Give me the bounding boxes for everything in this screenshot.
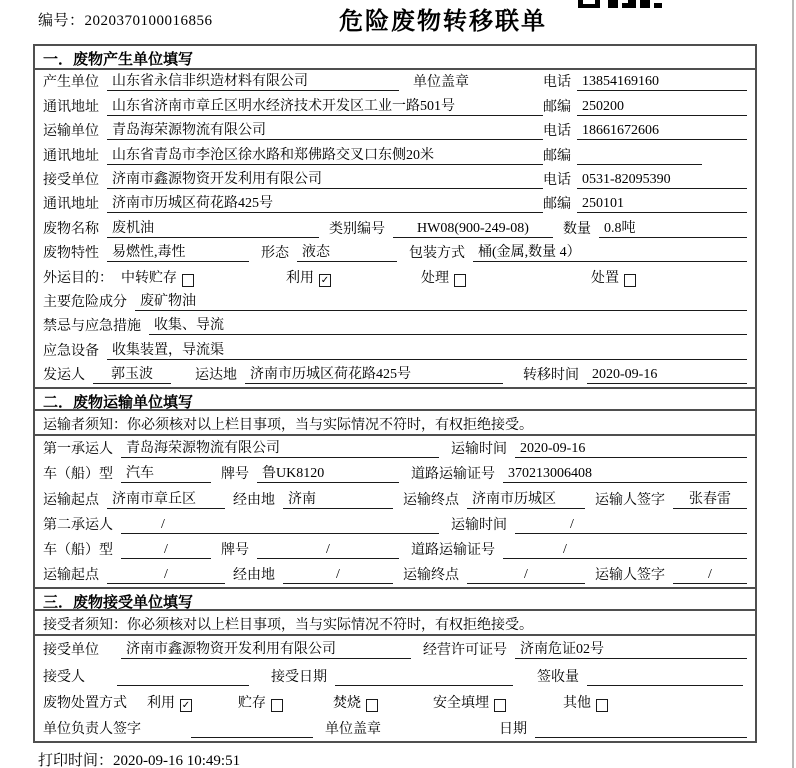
road-permit2-value: / [503,542,747,559]
accept-date-value [335,685,513,686]
disposal-option-landfill: 安全填埋 [433,692,506,712]
time2-label: 运输时间 [451,517,507,533]
responsible-sign-value [191,737,313,738]
purpose-option-dispose: 处置 [591,267,636,287]
quantity-value: 0.8吨 [599,217,747,238]
responsible-sign-label: 单位负责人签字 [43,721,141,737]
vehicle2-value: / [121,542,211,559]
unit-seal-label: 单位盖章 [413,75,469,91]
carrier1-row [35,436,755,461]
recipient-value [117,685,249,686]
signature1-label: 运输人签字 [595,492,665,508]
checkbox-utilize-mark: ✓ [320,274,330,286]
disposal-option-incinerate: 焚烧 [333,692,378,712]
vehicle2-row [35,537,755,562]
measures-value: 收集、导流 [149,314,747,335]
carrier1-label: 第一承运人 [43,442,113,458]
phone1-label: 电话 [543,75,571,91]
producer-label: 产生单位 [43,75,99,91]
carrier2-row [35,512,755,537]
checkbox-storage [182,274,194,287]
hazard-value: 废矿物油 [135,290,747,311]
receiver-row [35,168,755,192]
purpose-option-storage: 中转贮存 [121,267,194,287]
checkbox-disposal-utilize-mark: ✓ [181,699,191,711]
producer-value: 山东省永信非织造材料有限公司 [107,70,399,91]
phone2-value: 18661672606 [577,123,747,140]
terminus2-label: 运输终点 [403,568,459,584]
origin2-label: 运输起点 [43,568,99,584]
checkbox-dispose [624,274,636,287]
carrier2-value: / [121,517,439,534]
phone1-value: 13854169160 [577,74,747,91]
purpose-label: 外运目的： [43,270,113,286]
terminus1-value: 济南市历城区 [467,488,585,509]
disposal-option-utilize: 利用 ✓ [147,695,191,711]
recipient-label: 接受人 [43,669,85,685]
qr-code-fragment [578,0,662,8]
receiver-address-row [35,192,755,216]
producer-address-row [35,94,755,118]
plate2-value: / [257,542,399,559]
zip1-label: 邮编 [543,99,571,115]
permit-value: 济南危证02号 [515,638,747,659]
signature1-value: 张春雷 [673,488,747,509]
purpose-option-utilize: 利用 ✓ [286,270,330,286]
waste-name-label: 废物名称 [43,221,99,237]
date-value [535,737,747,738]
time2-value: / [515,517,747,534]
address1-label: 通讯地址 [43,99,99,115]
address2-value: 山东省青岛市李沧区徐水路和郑佛路交叉口东侧20米 [107,144,543,165]
consignor-row [35,363,755,387]
producer-row [35,70,755,94]
page-title: 危险废物转移联单 [339,9,547,35]
address3-label: 通讯地址 [43,197,99,213]
responsible-sign-row [35,715,755,741]
route2-row [35,562,755,587]
zip2-label: 邮编 [543,148,571,164]
transfer-time-value: 2020-09-16 [587,367,747,384]
destination-value: 济南市历城区荷花路425号 [245,363,503,384]
phone3-label: 电话 [543,172,571,188]
measures-label: 禁忌与应急措施 [43,319,141,335]
vehicle1-label: 车（船）型 [43,467,113,483]
disposal-method-row [35,689,755,715]
via1-label: 经由地 [233,492,275,508]
address3-value: 济南市历城区荷花路425号 [107,192,543,213]
road-permit2-label: 道路运输证号 [411,543,495,559]
hazard-row [35,290,755,314]
address2-label: 通讯地址 [43,148,99,164]
time1-value: 2020-09-16 [515,441,747,458]
received-amount-value [587,685,743,686]
checkbox-treat [454,274,466,287]
origin2-value: / [107,567,225,584]
print-time-label: 打印时间： [38,753,114,768]
serial-label: 编号： [38,13,85,29]
accept-date-label: 接受日期 [271,669,327,685]
consignor-label: 发运人 [43,368,85,384]
print-time-value: 2020-09-16 10:49:51 [113,753,241,768]
time1-label: 运输时间 [451,442,507,458]
plate1-label: 牌号 [221,467,249,483]
disposal-option-other: 其他 [563,692,608,712]
receiver-label: 接受单位 [43,172,99,188]
category-label: 类别编号 [329,221,385,237]
section2-header: 二．废物运输单位填写 [35,387,755,411]
unit-seal2-label: 单位盖章 [325,721,381,737]
signature2-label: 运输人签字 [595,568,665,584]
origin1-value: 济南市章丘区 [107,488,225,509]
vehicle1-value: 汽车 [121,462,211,483]
category-value: HW08(900-249-08) [393,221,553,238]
form-state-label: 形态 [261,246,289,262]
origin1-label: 运输起点 [43,492,99,508]
checkbox-disposal-store [271,699,283,712]
section3-body [35,636,755,741]
terminus1-label: 运输终点 [403,492,459,508]
waste-characteristics-row [35,241,755,265]
via2-value: / [283,567,393,584]
equipment-row [35,338,755,362]
recipient-row [35,662,755,688]
checkbox-disposal-utilize [180,699,192,712]
permit-label: 经营许可证号 [423,643,507,659]
equipment-value: 收集装置，导流渠 [107,339,747,360]
received-amount-label: 签收量 [537,669,579,685]
section1-body [35,70,755,387]
address1-value: 山东省济南市章丘区明水经济技术开发区工业一路501号 [107,95,543,116]
checkbox-disposal-other [596,699,608,712]
hazard-label: 主要危险成分 [43,294,127,310]
route1-row [35,486,755,511]
accept-unit-value: 济南市鑫源物资开发利用有限公司 [121,638,411,659]
measures-row [35,314,755,338]
section1-header: 一．废物产生单位填写 [35,46,755,70]
accept-unit-label: 接受单位 [43,643,99,659]
accept-unit-row [35,636,755,662]
date-label: 日期 [499,721,527,737]
vehicle2-label: 车（船）型 [43,543,113,559]
characteristics-value: 易燃性,毒性 [107,241,249,262]
plate2-label: 牌号 [221,543,249,559]
transfer-time-label: 转移时间 [523,368,579,384]
equipment-label: 应急设备 [43,343,99,359]
transporter-address-row [35,143,755,167]
packaging-value: 桶(金属,数量 4） [473,241,747,262]
phone3-value: 0531-82095390 [577,172,747,189]
purpose-option-treat: 处理 [421,267,466,287]
destination-label: 运达地 [195,368,237,384]
transporter-label: 运输单位 [43,124,99,140]
zip2-value [577,164,702,165]
zip1-value: 250200 [577,99,747,116]
carrier2-label: 第二承运人 [43,517,113,533]
manifest-form [33,44,757,743]
waste-name-row [35,216,755,240]
print-time [38,749,240,768]
road-permit1-value: 370213006408 [503,466,747,483]
page-right-edge [792,0,794,768]
checkbox-disposal-incinerate [366,699,378,712]
section3-notice: 接受者须知：你必须核对以上栏目事项，当与实际情况不符时，有权拒绝接受。 [35,611,755,636]
waste-name-value: 废机油 [107,217,319,238]
zip3-label: 邮编 [543,197,571,213]
carrier1-value: 青岛海荣源物流有限公司 [121,437,439,458]
characteristics-label: 废物特性 [43,246,99,262]
quantity-label: 数量 [563,221,591,237]
road-permit1-label: 道路运输证号 [411,467,495,483]
transfer-purpose-row [35,265,755,289]
section2-notice: 运输者须知：你必须核对以上栏目事项，当与实际情况不符时，有权拒绝接受。 [35,411,755,436]
zip3-value: 250101 [577,196,747,213]
via2-label: 经由地 [233,568,275,584]
disposal-label: 废物处置方式 [43,695,127,711]
section3-header: 三．废物接受单位填写 [35,587,755,611]
vehicle1-row [35,461,755,486]
section2-body [35,436,755,587]
terminus2-value: / [467,567,585,584]
disposal-option-store: 贮存 [238,692,283,712]
signature2-value: / [673,567,747,584]
checkbox-utilize [319,274,331,287]
transporter-row [35,119,755,143]
checkbox-disposal-landfill [494,699,506,712]
consignor-value: 郭玉波 [93,363,171,384]
transporter-value: 青岛海荣源物流有限公司 [107,119,543,140]
form-state-value: 液态 [297,241,397,262]
packaging-label: 包装方式 [409,246,465,262]
serial-value: 2020370100016856 [84,13,213,29]
receiver-value: 济南市鑫源物资开发利用有限公司 [107,168,543,189]
phone2-label: 电话 [543,124,571,140]
via1-value: 济南 [283,488,393,509]
plate1-value: 鲁UK8120 [257,462,399,483]
